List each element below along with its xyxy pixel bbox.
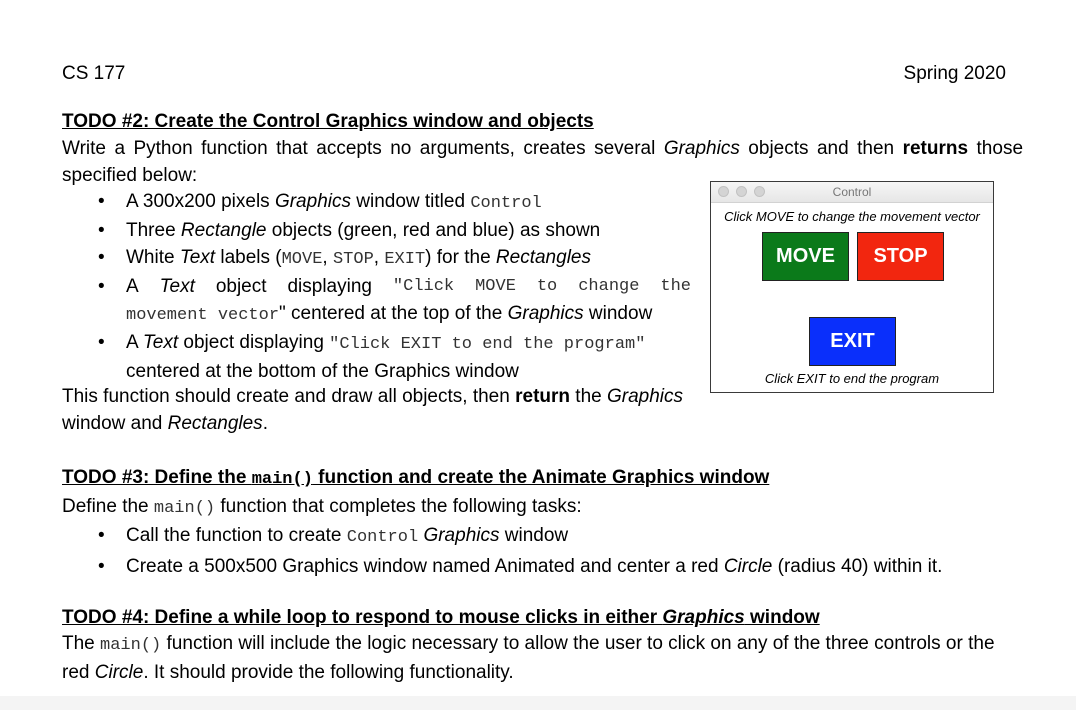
close-dot-icon bbox=[718, 186, 729, 197]
control-window-figure bbox=[710, 181, 994, 393]
todo2-intro-line1: Write a Python function that accepts no arguments, creates several Graphics objects and then returns those bbox=[62, 138, 1024, 159]
todo2-heading: TODO #2: Create the Control Graphics window and objects bbox=[62, 111, 594, 132]
zoom-dot-icon bbox=[754, 186, 765, 197]
todo4-line1: The main() function will include the logic necessary to allow the user to click on any of the three controls or the bbox=[62, 633, 995, 655]
bullet4-line2: movement vector" centered at the top of the Graphics window bbox=[126, 303, 653, 325]
bullet5-line2: centered at the bottom of the Graphics window bbox=[126, 361, 519, 382]
bullet5-line1: • A Text object displaying "Click EXIT to end the program" bbox=[126, 332, 646, 354]
todo3-intro: Define the main() function that completes the following tasks: bbox=[62, 496, 582, 518]
control-window-titlebar bbox=[711, 182, 993, 203]
page-bottom-strip bbox=[0, 696, 1076, 710]
control-bottom-text: Click EXIT to end the program bbox=[764, 371, 940, 386]
term-label: Spring 2020 bbox=[903, 63, 1006, 84]
control-window-title: Control bbox=[832, 185, 872, 199]
move-rectangle: MOVE bbox=[762, 232, 849, 281]
list-item: • White Text labels (MOVE, STOP, EXIT) for the Rectangles bbox=[96, 244, 691, 273]
todo2-bullet-list bbox=[96, 188, 691, 385]
todo2-outro-line1: This function should create and draw all objects, then return the Graphics bbox=[62, 386, 684, 407]
todo3-bullet-list bbox=[96, 522, 996, 580]
bullet4-line1: • A Text object displaying "Click MOVE to change the bbox=[126, 276, 691, 297]
todo2-intro-line2: specified below: bbox=[62, 165, 198, 186]
course-label: CS 177 bbox=[62, 63, 126, 84]
todo4-heading: TODO #4: Define a while loop to respond to mouse clicks in either Graphics window bbox=[62, 607, 820, 628]
todo2-outro-line2: window and Rectangles. bbox=[62, 413, 268, 434]
todo4-paragraph bbox=[62, 630, 1027, 686]
todo4-line2: red Circle. It should provide the following functionality. bbox=[62, 662, 514, 683]
list-item: • Create a 500x500 Graphics window named Animated and center a red Circle (radius 40) within it. bbox=[96, 553, 996, 580]
list-item: • A 300x200 pixels Graphics window titled Control bbox=[96, 188, 691, 217]
list-item: • Call the function to create Control Graphics window bbox=[96, 522, 996, 551]
list-item bbox=[96, 273, 691, 329]
list-item: • Three Rectangle objects (green, red and blue) as shown bbox=[96, 217, 691, 244]
list-item bbox=[96, 329, 691, 385]
todo2-outro bbox=[62, 383, 702, 437]
exit-rectangle: EXIT bbox=[809, 317, 896, 366]
todo3-heading: TODO #3: Define the main() function and create the Animate Graphics window bbox=[62, 467, 770, 489]
stop-rectangle: STOP bbox=[857, 232, 944, 281]
minimize-dot-icon bbox=[736, 186, 747, 197]
control-top-text: Click MOVE to change the movement vector bbox=[724, 209, 980, 224]
